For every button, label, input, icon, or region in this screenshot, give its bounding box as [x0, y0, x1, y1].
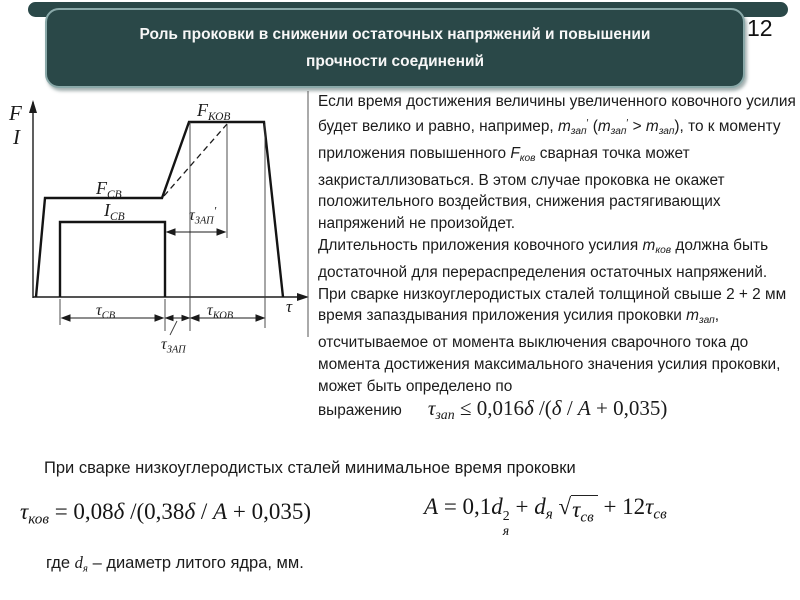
title-box: [45, 8, 745, 88]
body-paragraph-1: Если время достижения величины увеличенного ковочного усилия будет велико и равно, например, $т_{зап}'$ $(т_{зап}' > т_{зап})$, то к моменту приложения повышенного $F_{ков}$ сварная точка может закристаллизоваться. В этом случае проковка не окажет положительного воздействия, снижения растягивающих напряжений не произойдет.: [318, 93, 796, 233]
delayed-force-dashed-line: [164, 124, 227, 196]
slide-title: Роль проковки в снижении остаточных напряжений и повышении прочности соединений: [139, 25, 651, 70]
label-i-sv: $I_{СВ}$: [104, 200, 125, 223]
body-paragraph-2: Длительность приложения ковочного усилия $т_{ков}$ должна быть достаточной для перераспределения остаточных напряжений.: [318, 236, 769, 281]
body-text-block: [318, 91, 799, 426]
label-tau-zap-prime: $\tau_{ЗАП}'$: [189, 203, 217, 227]
formula-a-coefficient: A = 0,1d 2 я + $d_я$ √ $\tau_{св}$ + $12\tau_{св}$: [424, 494, 667, 538]
force-curve: [36, 122, 283, 297]
x-axis-label-time: τ: [286, 297, 293, 316]
y-axis-label-force: F: [9, 101, 22, 125]
tau-zap-leader-line: [170, 321, 177, 335]
force-current-cyclogram-diagram: [0, 88, 312, 360]
page-number: 12: [747, 15, 773, 41]
current-curve: [60, 222, 165, 297]
label-f-kov: $F_{КОВ}$: [197, 100, 231, 123]
label-tau-zap-bottom: $\tau_{ЗАП}$: [161, 336, 186, 356]
definition-text: где $d_я$ – диаметр литого ядра, мм.: [46, 553, 304, 575]
body-paragraph-3: При сварке низкоуглеродистых сталей толщиной свыше 2 + 2 мм время запаздывания приложения усилия проковки $т_{зап}$, отсчитываемое от момента выключения сварочного тока до момента достижения максимального значения усилия проковки, может быть определено по выражению $\tau_{зап} \le 0,016\delta$ /(δ / A + 0,035): [318, 285, 787, 422]
formula-tau-kov-min: $\tau_{ков} = 0,08\delta$ /(0,38δ / A + 0,035): [20, 499, 311, 528]
x-axis-arrowhead: [297, 293, 309, 301]
label-tau-kov: $\tau_{КОВ}$: [207, 302, 234, 322]
bottom-intro-text: При сварке низкоуглеродистых сталей минимальное время проковки: [44, 459, 576, 477]
label-f-sv: $F_{СВ}$: [96, 178, 122, 201]
y-axis-label-current: I: [13, 125, 20, 149]
label-tau-sv: $\tau_{СВ}$: [96, 302, 116, 322]
axes: [33, 102, 301, 298]
formula-tau-zap-limit: $\tau_{зап} \le 0,016\delta$ /(δ / A + 0,035): [427, 395, 668, 422]
extension-lines: [60, 122, 265, 335]
dimension-arrows: [62, 229, 264, 321]
y-axis-arrowhead: [29, 100, 37, 113]
